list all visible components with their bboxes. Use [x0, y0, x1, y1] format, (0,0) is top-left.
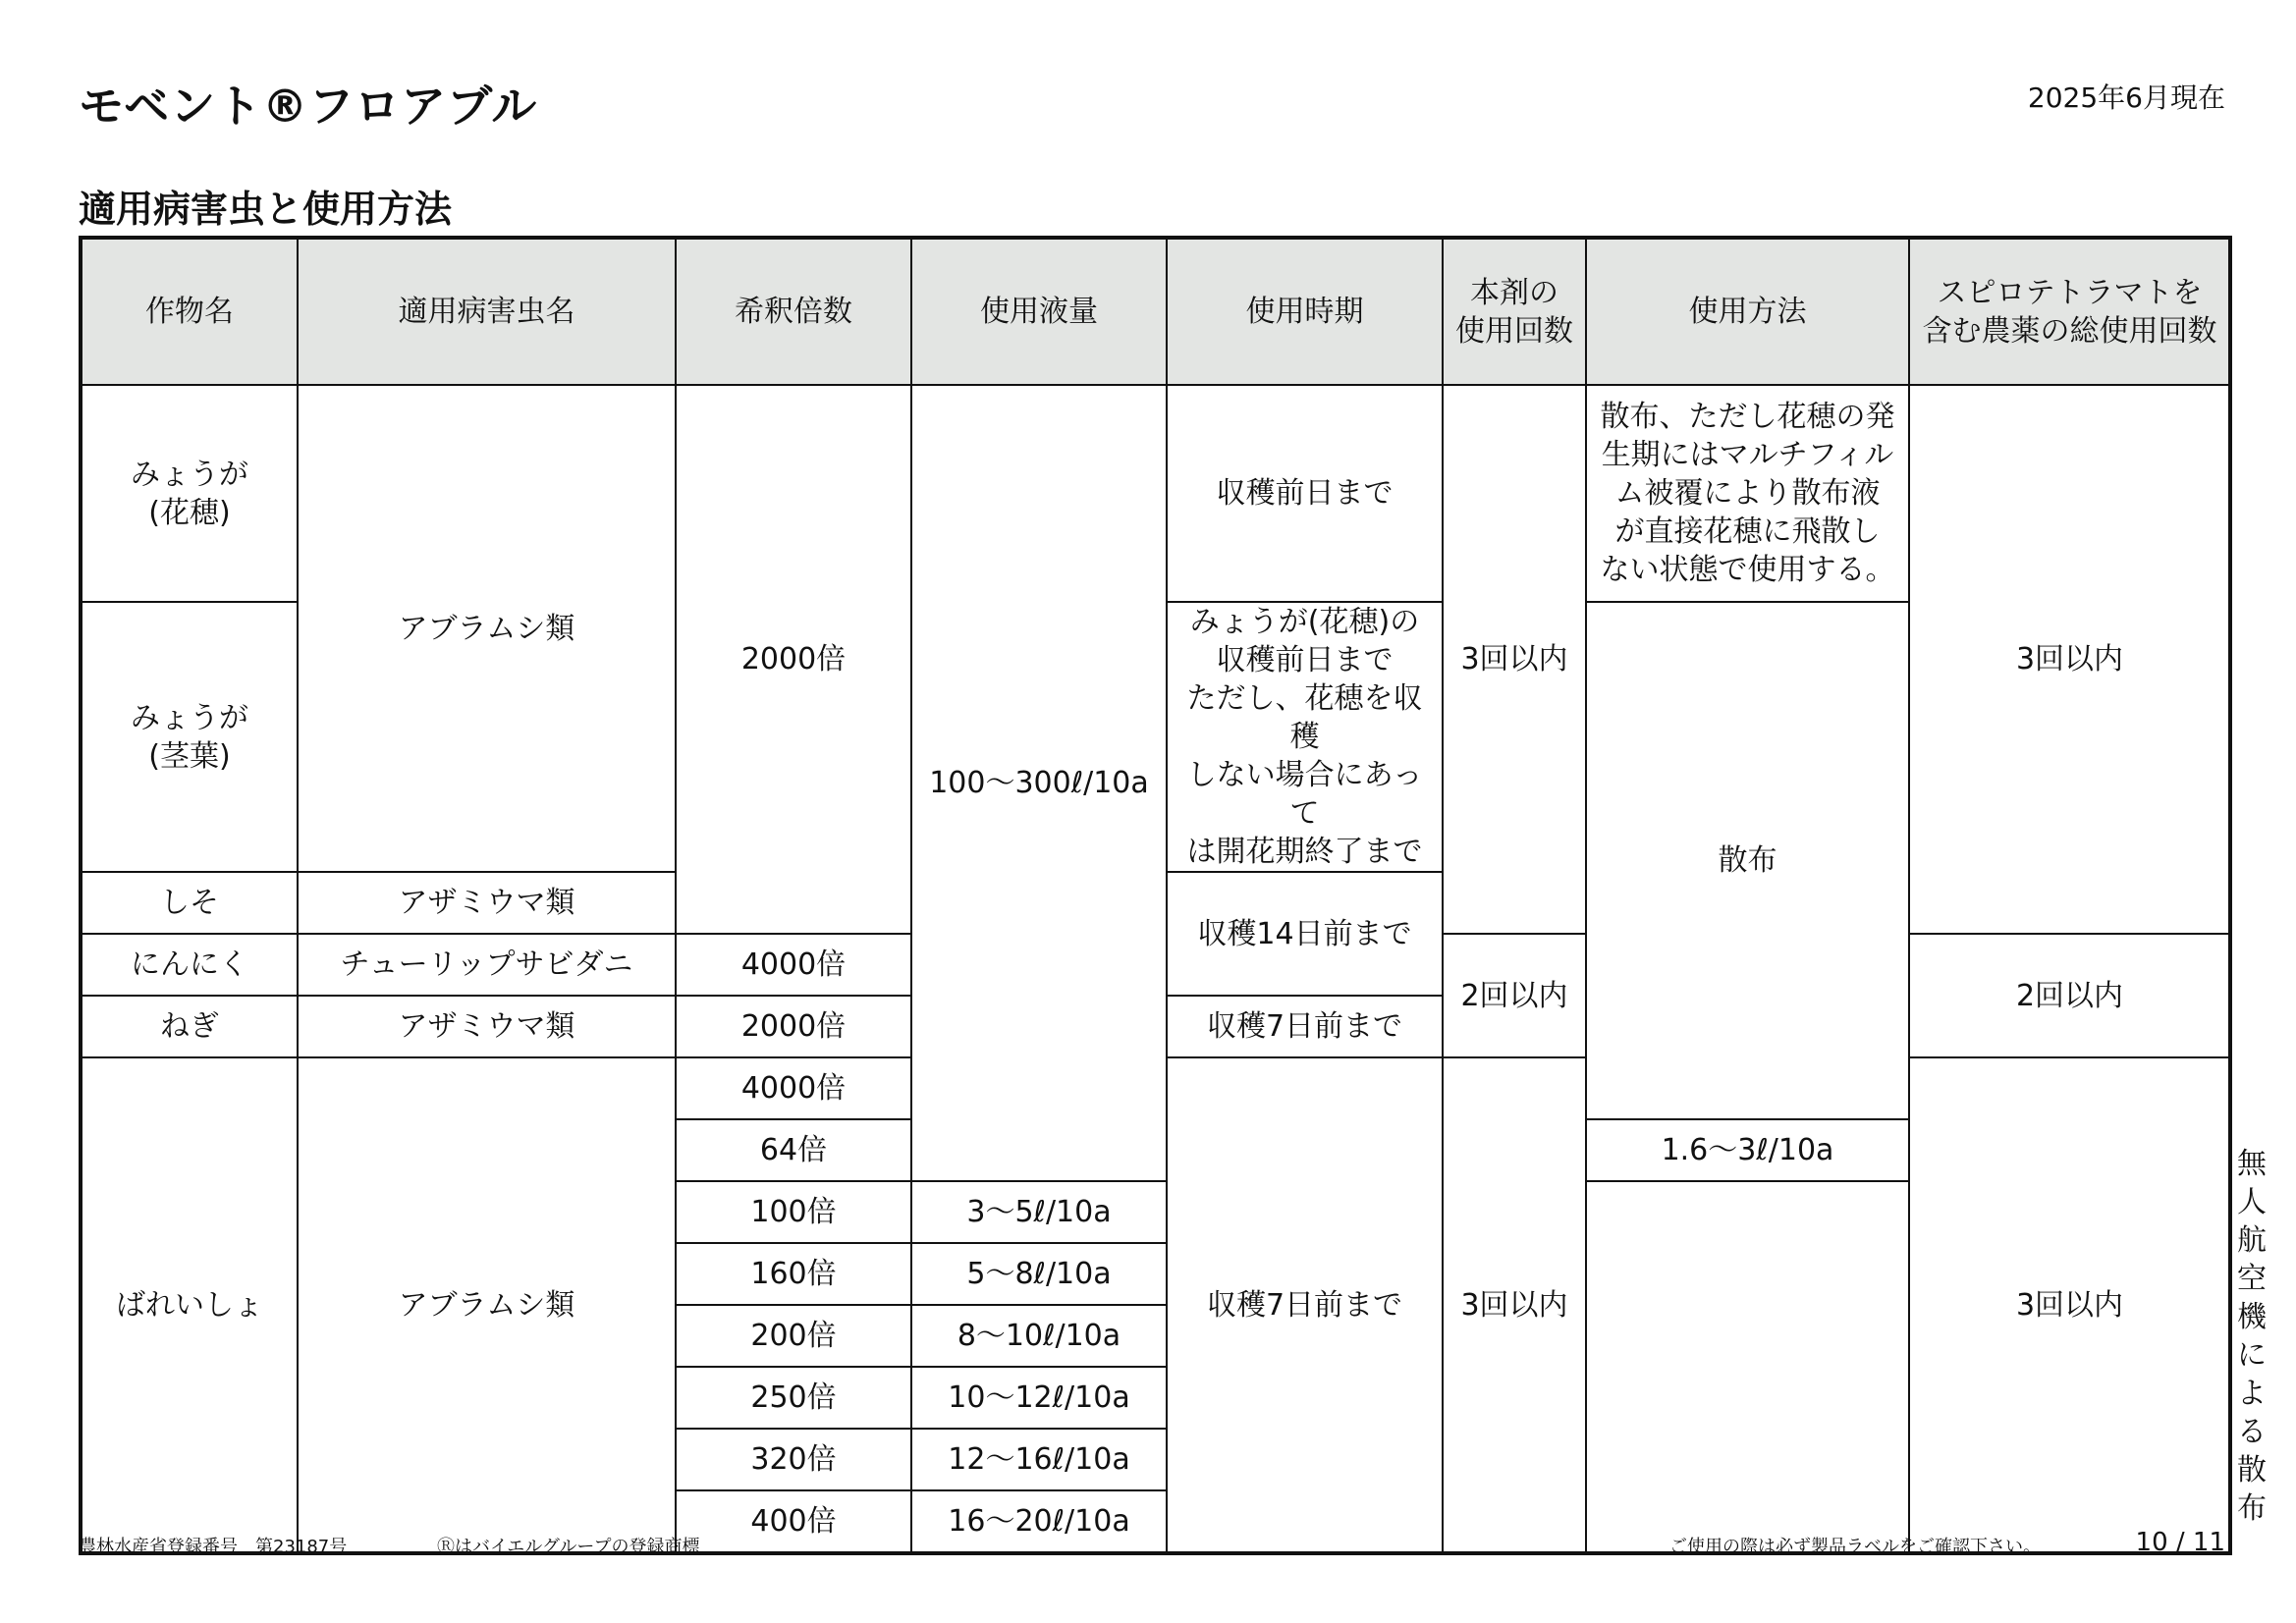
- dilution-cell: 2000倍: [676, 996, 911, 1057]
- header-timing: 使用時期: [1167, 238, 1443, 385]
- total-count-cell: 2回以内: [1909, 934, 2230, 1057]
- usage-notice: ご使用の際は必ず製品ラベルをご確認下さい。: [1669, 1537, 2041, 1557]
- page-number: 10 / 11: [2135, 1528, 2225, 1557]
- timing-cell: みょうが(花穂)の 収穫前日まで ただし、花穂を収穫 しない場合にあって は開花期終了まで: [1167, 602, 1443, 872]
- table-header-row: [81, 238, 2230, 385]
- dilution-cell: 400倍: [676, 1490, 911, 1553]
- volume-cell: 100〜300ℓ/10a: [911, 385, 1167, 1181]
- crop-cell: しそ: [81, 872, 298, 934]
- timing-cell: 収穫7日前まで: [1167, 996, 1443, 1057]
- count-cell: 3回以内: [1443, 385, 1586, 934]
- volume-cell: 3〜5ℓ/10a: [911, 1181, 1167, 1243]
- dilution-cell: 100倍: [676, 1181, 911, 1243]
- dilution-cell: 4000倍: [676, 934, 911, 996]
- crop-cell: ばれいしょ: [81, 1057, 298, 1553]
- volume-cell: 16〜20ℓ/10a: [911, 1490, 1167, 1553]
- volume-cell: 10〜12ℓ/10a: [911, 1367, 1167, 1429]
- timing-cell: 収穫7日前まで: [1167, 1057, 1443, 1553]
- header-crop: 作物名: [81, 238, 298, 385]
- volume-cell: 12〜16ℓ/10a: [911, 1429, 1167, 1490]
- header-dilution: 希釈倍数: [676, 238, 911, 385]
- table-row: [81, 385, 2230, 602]
- header-volume: 使用液量: [911, 238, 1167, 385]
- header-count: 本剤の 使用回数: [1443, 238, 1586, 385]
- dilution-cell: 64倍: [676, 1119, 911, 1181]
- volume-cell: 5〜8ℓ/10a: [911, 1243, 1167, 1305]
- volume-cell: 1.6〜3ℓ/10a: [1586, 1119, 1909, 1181]
- trademark-note: Ⓡはバイエルグループの登録商標: [437, 1537, 700, 1557]
- dilution-cell: 250倍: [676, 1367, 911, 1429]
- dilution-cell: 2000倍: [676, 385, 911, 934]
- pest-cell: アザミウマ類: [298, 996, 676, 1057]
- crop-cell: ねぎ: [81, 996, 298, 1057]
- header-total-count: スピロテトラマトを 含む農薬の総使用回数: [1909, 238, 2230, 385]
- application-table: [79, 236, 2267, 1555]
- total-count-cell: 3回以内: [1909, 1057, 2230, 1553]
- volume-cell: 8〜10ℓ/10a: [911, 1305, 1167, 1367]
- count-cell: 2回以内: [1443, 934, 1586, 1057]
- crop-cell: みょうが (茎葉): [81, 602, 298, 872]
- total-count-cell: 3回以内: [1909, 385, 2230, 934]
- dilution-cell: 4000倍: [676, 1057, 911, 1119]
- dilution-cell: 200倍: [676, 1305, 911, 1367]
- table-row: 64倍 1.6〜3ℓ/10a 無人航空機 による散布: [81, 1119, 2230, 1181]
- timing-cell: 収穫前日まで: [1167, 385, 1443, 602]
- dilution-cell: 160倍: [676, 1243, 911, 1305]
- date-label: 2025年6月現在: [2027, 81, 2225, 114]
- registration-number: 農林水産省登録番号 第23187号: [79, 1537, 348, 1557]
- crop-cell: にんにく: [81, 934, 298, 996]
- dilution-cell: 320倍: [676, 1429, 911, 1490]
- header-pest: 適用病害虫名: [298, 238, 676, 385]
- count-cell: 3回以内: [1443, 1057, 1586, 1553]
- pest-cell: アブラムシ類: [298, 1057, 676, 1553]
- pest-cell: チューリップサビダニ: [298, 934, 676, 996]
- section-title: 適用病害虫と使用方法: [79, 188, 453, 231]
- header-method: 使用方法: [1586, 238, 1909, 385]
- pest-cell: アザミウマ類: [298, 872, 676, 934]
- pest-cell: アブラムシ類: [298, 385, 676, 872]
- method-cell: 散布: [1586, 602, 1909, 1119]
- document-title: モベント®フロアブル: [79, 80, 538, 133]
- crop-cell: みょうが (花穂): [81, 385, 298, 602]
- timing-cell: 収穫14日前まで: [1167, 872, 1443, 996]
- method-cell: 散布、ただし花穂の発 生期にはマルチフィル ム被覆により散布液 が直接花穂に飛散し ない状態で使用する。: [1586, 385, 1909, 602]
